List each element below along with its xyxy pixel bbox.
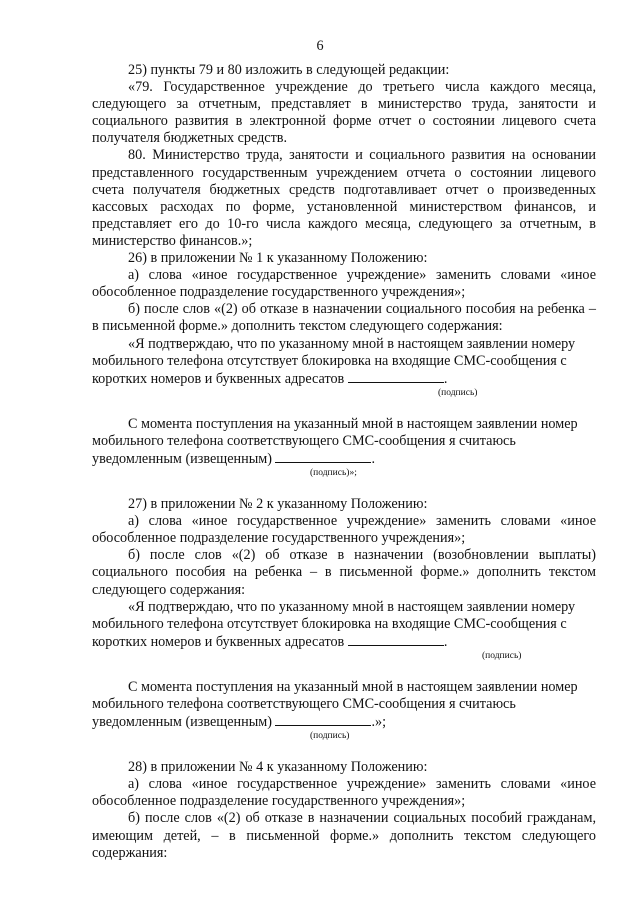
signature-caption-1-text: (подпись): [438, 387, 478, 398]
signature-caption-1: [92, 388, 596, 399]
item-28-b: б) после слов «(2) об отказе в назначении социальных пособий гражданам, имеющим детей, – в письменной форме.» дополнить текстом следующего содержания:: [92, 810, 596, 861]
item-26: 26) в приложении № 1 к указанному Положению:: [128, 250, 428, 267]
item-26-a: а) слова «иное государственное учреждение» заменить словами «иное обособленное подразделение государственного учреждения»;: [92, 267, 596, 301]
sms-notice-1-text: С момента поступления на указанный мной в настоящем заявлении номер мобильного телефона соответствующего СМС-сообщения я считаюсь уведомленным (извещенным): [92, 415, 578, 467]
sms-confirmation-1: [92, 336, 596, 388]
signature-caption-4: [92, 731, 596, 742]
item-28-a: а) слова «иное государственное учреждение» заменить словами «иное обособленное подразделение государственного учреждения»;: [92, 776, 596, 810]
document-body: [92, 62, 596, 862]
signature-line-4: [275, 713, 371, 726]
signature-line-1: [348, 370, 444, 383]
sms-notice-2-end: .»;: [371, 714, 387, 731]
signature-caption-3-text: (подпись): [482, 650, 522, 661]
signature-caption-4-text: (подпись): [310, 731, 350, 742]
sms-confirmation-2: [92, 599, 596, 651]
paragraph-79: «79. Государственное учреждение до третьего числа каждого месяца, следующего за отчетным, представляет в министерство труда, занятости и социального развития в электронной форме отчет о состоянии лицевого счета получателя бюджетных средств.: [92, 79, 596, 147]
signature-caption-3: [92, 651, 596, 662]
item-25: 25) пункты 79 и 80 изложить в следующей редакции:: [128, 62, 450, 78]
sms-notice-1: [92, 416, 596, 468]
sms-notice-2-text: С момента поступления на указанный мной в настоящем заявлении номер мобильного телефона соответствующего СМС-сообщения я считаюсь уведомленным (извещенным): [92, 678, 578, 731]
sms-notice-1-end: .: [371, 450, 376, 467]
sms-confirmation-1-text: «Я подтверждаю, что по указанному мной в настоящем заявлении номеру мобильного телефона отсутствует блокировка на входящие СМС-сообщения с коротких номеров и буквенных адресатов: [92, 335, 576, 387]
sms-confirmation-2-text: «Я подтверждаю, что по указанному мной в настоящем заявлении номеру мобильного телефона отсутствует блокировка на входящие СМС-сообщения с коротких номеров и буквенных адресатов: [92, 598, 576, 650]
sms-notice-2: [92, 679, 596, 731]
item-28: 28) в приложении № 4 к указанному Положению:: [128, 759, 428, 776]
item-27-b: б) после слов «(2) об отказе в назначении (возобновлении выплаты) социального пособия на ребенка – в письменной форме.» дополнить текстом следующего содержания:: [92, 547, 596, 598]
signature-caption-2: [92, 468, 596, 479]
page-number: 6: [316, 38, 324, 54]
signature-caption-2-text: (подпись)»;: [310, 468, 357, 479]
item-27: 27) в приложении № 2 к указанному Положению:: [128, 496, 428, 513]
sms-confirmation-2-end: .: [443, 633, 448, 650]
signature-line-2: [275, 450, 371, 463]
item-27-a: а) слова «иное государственное учреждение» заменить словами «иное обособленное подразделение государственного учреждения»;: [92, 513, 596, 547]
sms-confirmation-1-end: .: [443, 370, 448, 387]
signature-line-3: [348, 633, 444, 646]
item-26-b: б) после слов «(2) об отказе в назначении социального пособия на ребенка – в письменной форме.» дополнить текстом следующего содержания:: [92, 301, 596, 335]
paragraph-80: 80. Министерство труда, занятости и социального развития на основании представленного государственным учреждением отчета о состоянии лицевого счета получателя бюджетных средств подготавливает отчет о произведенных кассовых расходах по форме, установленной министерством финансов, и представляет его до 10-го числа каждого месяца, следующего за отчетным, в министерство финансов.»;: [92, 147, 596, 249]
